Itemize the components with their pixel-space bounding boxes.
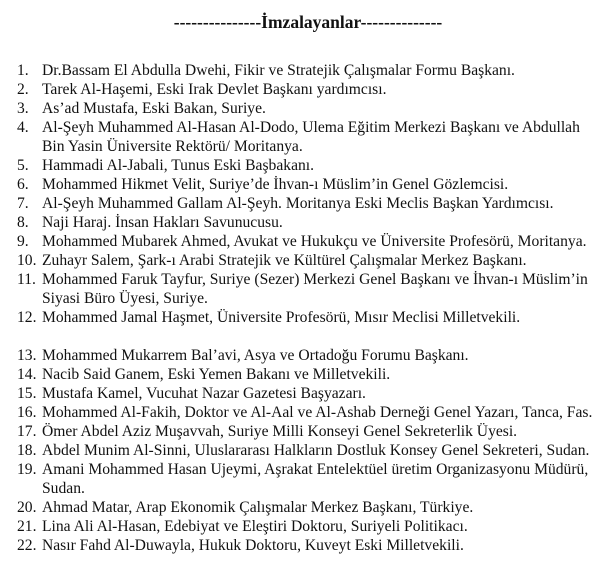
item-text: Nacib Said Ganem, Eski Yemen Bakanı ve Milletvekili. bbox=[42, 366, 391, 383]
list-item bbox=[0, 61, 616, 80]
item-text: Mohammed Al-Fakih, Doktor ve Al-Aal ve Al-Ashab Derneği Genel Yazarı, Tanca, Fas. bbox=[42, 404, 593, 421]
item-text: Mohammed Faruk Tayfur, Suriye (Sezer) Merkezi Genel Başkanı ve İhvan-ı Müslim’in Siyasi Büro Üyesi, Suriye. bbox=[42, 271, 588, 307]
list-item bbox=[0, 384, 616, 403]
list-spacer bbox=[0, 327, 616, 346]
item-text: Tarek Al-Haşemi, Eski Irak Devlet Başkanı yardımcısı. bbox=[42, 81, 387, 98]
list-item bbox=[0, 80, 616, 99]
item-text: Amani Mohammed Hasan Ujeymi, Aşrakat Entelektüel üretim Organizasyonu Müdürü, Sudan. bbox=[42, 461, 589, 497]
item-number: 8. bbox=[17, 214, 29, 231]
item-number: 16. bbox=[17, 404, 37, 421]
list-item bbox=[0, 346, 616, 365]
item-number: 6. bbox=[17, 176, 29, 193]
item-text: Ahmad Matar, Arap Ekonomik Çalışmalar Merkez Başkanı, Türkiye. bbox=[42, 499, 474, 516]
item-text: As’ad Mustafa, Eski Bakan, Suriye. bbox=[42, 100, 266, 117]
list-item bbox=[0, 441, 616, 460]
list-item bbox=[0, 403, 616, 422]
item-text: Mohammed Mukarrem Bal’avi, Asya ve Ortadoğu Forumu Başkanı. bbox=[42, 347, 469, 364]
item-number: 7. bbox=[17, 195, 29, 212]
signatories-list bbox=[0, 61, 616, 555]
item-number: 2. bbox=[17, 81, 29, 98]
item-number: 21. bbox=[17, 518, 37, 535]
list-item bbox=[0, 498, 616, 517]
list-item bbox=[0, 175, 616, 194]
list-item bbox=[0, 365, 616, 384]
item-text: Al-Şeyh Muhammed Al-Hasan Al-Dodo, Ulema Eğitim Merkezi Başkanı ve Abdullah Bin Yasin Üniversite Rektörü/ Moritanya. bbox=[42, 119, 580, 155]
list-item bbox=[0, 422, 616, 441]
item-number: 22. bbox=[17, 537, 37, 554]
item-text: Al-Şeyh Muhammed Gallam Al-Şeyh. Moritanya Eski Meclis Başkan Yardımcısı. bbox=[42, 195, 554, 212]
list-item bbox=[0, 232, 616, 251]
list-item bbox=[0, 460, 616, 498]
list-item bbox=[0, 536, 616, 555]
item-text: Naji Haraj. İnsan Hakları Savunucusu. bbox=[42, 214, 283, 231]
list-item bbox=[0, 517, 616, 536]
item-text: Mohammed Mubarek Ahmed, Avukat ve Hukukçu ve Üniversite Profesörü, Moritanya. bbox=[42, 233, 587, 250]
item-number: 11. bbox=[17, 271, 36, 288]
list-item bbox=[0, 99, 616, 118]
item-text: Ömer Abdel Aziz Muşavvah, Suriye Milli Konseyi Genel Sekreterlik Üyesi. bbox=[42, 423, 518, 440]
list-item bbox=[0, 213, 616, 232]
list-item bbox=[0, 156, 616, 175]
item-text: Mohammed Jamal Haşmet, Üniversite Profesörü, Mısır Meclisi Milletvekili. bbox=[42, 309, 521, 326]
item-text: Lina Ali Al-Hasan, Edebiyat ve Eleştiri Doktoru, Suriyeli Politikacı. bbox=[42, 518, 468, 535]
item-text: Zuhayr Salem, Şark-ı Arabi Stratejik ve Kültürel Çalışmalar Merkez Başkanı. bbox=[42, 252, 527, 269]
item-number: 13. bbox=[17, 347, 37, 364]
item-number: 5. bbox=[17, 157, 29, 174]
item-text: Nasır Fahd Al-Duwayla, Hukuk Doktoru, Kuveyt Eski Milletvekili. bbox=[42, 537, 464, 554]
item-number: 9. bbox=[17, 233, 29, 250]
item-text: Abdel Munim Al-Sinni, Uluslararası Halkların Dostluk Konsey Genel Sekreteri, Sudan. bbox=[42, 442, 590, 459]
list-item bbox=[0, 270, 616, 308]
item-text: Hammadi Al-Jabali, Tunus Eski Başbakanı. bbox=[42, 157, 315, 174]
list-item bbox=[0, 194, 616, 213]
item-number: 1. bbox=[17, 62, 29, 79]
item-number: 18. bbox=[17, 442, 37, 459]
list-item bbox=[0, 251, 616, 270]
item-number: 3. bbox=[17, 100, 29, 117]
item-number: 4. bbox=[17, 119, 29, 136]
document-title: ---------------İmzalayanlar-------------- bbox=[173, 12, 443, 32]
list-item bbox=[0, 308, 616, 327]
item-number: 15. bbox=[17, 385, 37, 402]
list-item bbox=[0, 118, 616, 156]
item-number: 20. bbox=[17, 499, 37, 516]
item-number: 14. bbox=[17, 366, 37, 383]
item-text: Mustafa Kamel, Vucuhat Nazar Gazetesi Başyazarı. bbox=[42, 385, 366, 402]
item-number: 12. bbox=[17, 309, 37, 326]
item-text: Mohammed Hikmet Velit, Suriye’de İhvan-ı Müslim’in Genel Gözlemcisi. bbox=[42, 176, 509, 193]
item-number: 19. bbox=[17, 461, 37, 478]
item-number: 17. bbox=[17, 423, 37, 440]
item-text: Dr.Bassam El Abdulla Dwehi, Fikir ve Stratejik Çalışmalar Formu Başkanı. bbox=[42, 62, 515, 79]
item-number: 10. bbox=[17, 252, 37, 269]
